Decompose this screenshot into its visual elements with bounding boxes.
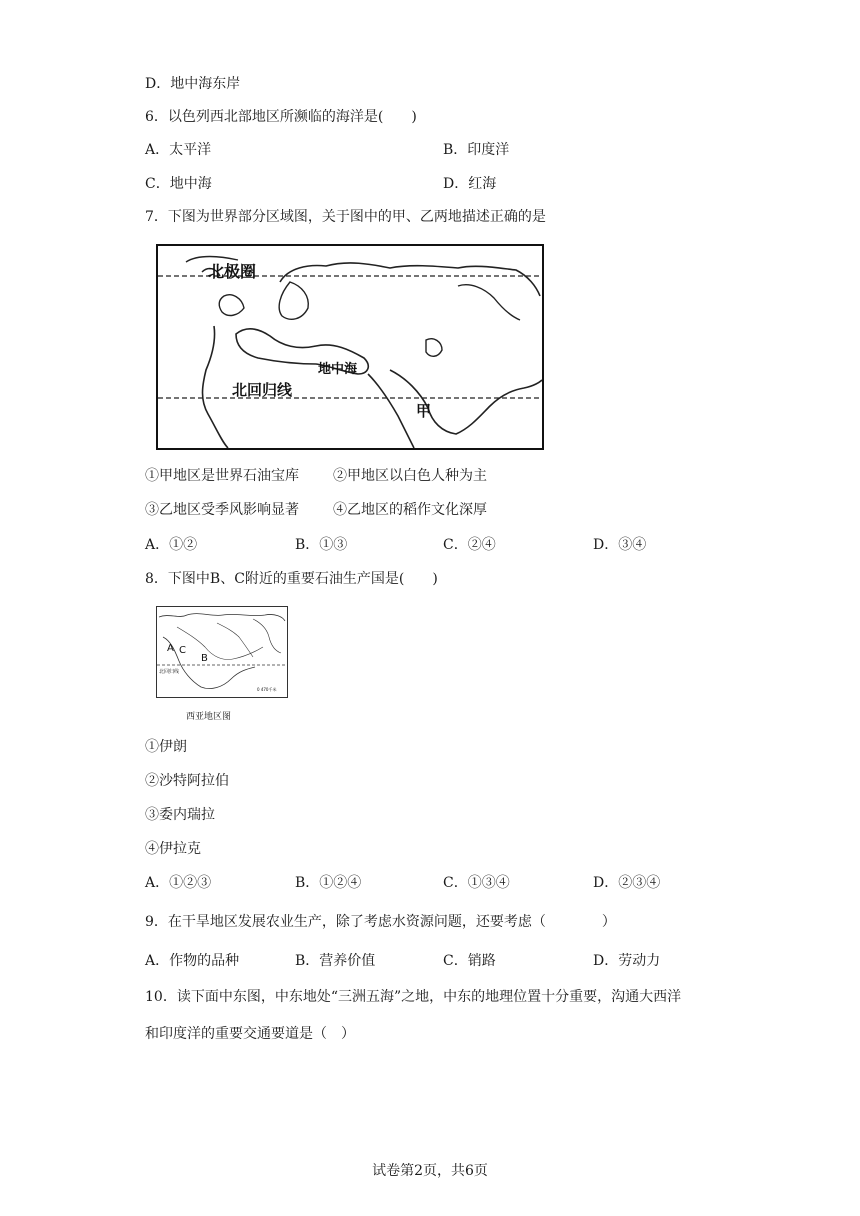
label-b: B [201, 653, 208, 664]
question-6-option-a: A．太平洋 [145, 142, 212, 158]
question-7-stem: 7．下图为世界部分区域图，关于图中的甲、乙两地描述正确的是 [145, 209, 546, 225]
west-asia-map [156, 606, 288, 698]
question-7-option-c: C．②④ [443, 537, 496, 553]
tropic-of-cancer-label: 北回归线 [159, 669, 180, 675]
coastline-africa-west [203, 326, 229, 448]
question-6-option-d: D．红海 [443, 176, 497, 192]
coastline-north [159, 614, 285, 621]
label-a: A [167, 643, 174, 654]
question-7-statement-2: ②甲地区以白色人种为主 [333, 468, 487, 484]
question-6-option-b: B．印度洋 [443, 142, 510, 158]
question-7-statement-1: ①甲地区是世界石油宝库 [145, 468, 299, 484]
world-region-map-graphic [158, 246, 542, 448]
question-7-option-d: D．③④ [593, 537, 647, 553]
country-borders-east [217, 623, 253, 657]
question-6-stem: 6．以色列西北部地区所濒临的海洋是( ) [145, 109, 417, 125]
question-8-option-a: A．①②③ [145, 875, 212, 891]
question-9-option-b: B．营养价值 [295, 953, 376, 969]
question-9-option-a: A．作物的品种 [145, 953, 240, 969]
coastline-north [280, 263, 540, 296]
coastline-caspian [426, 339, 442, 357]
question-8-item-3: ③委内瑞拉 [145, 807, 215, 823]
coastline-arabia [163, 637, 255, 689]
question-10-stem-line-1: 10．读下面中东图，中东地处“三洲五海”之地，中东的地理位置十分重要，沟通大西洋 [145, 989, 682, 1005]
coastline-arabia [390, 370, 542, 434]
question-5-option-d: D．地中海东岸 [145, 76, 241, 92]
question-9-option-d: D．劳动力 [593, 953, 661, 969]
question-8-item-4: ④伊拉克 [145, 841, 201, 857]
coastline-asia [458, 285, 520, 320]
question-9-option-c: C．销路 [443, 953, 496, 969]
question-8-item-1: ①伊朗 [145, 739, 187, 755]
mediterranean-label: 地中海 [318, 362, 358, 377]
label-c: C [179, 645, 186, 656]
west-asia-map-graphic [157, 607, 287, 697]
question-8-option-b: B．①②④ [295, 875, 362, 891]
question-8-option-c: C．①③④ [443, 875, 510, 891]
question-6-option-c: C．地中海 [145, 176, 212, 192]
question-7-statement-4: ④乙地区的稻作文化深厚 [333, 502, 487, 518]
coastline-red-sea [368, 374, 414, 448]
coastline-britain [219, 295, 244, 316]
arctic-circle-label: 北极圈 [208, 262, 257, 281]
tropic-of-cancer-label: 北回归线 [232, 381, 293, 399]
coastline-scandinavia [279, 282, 308, 319]
page-footer: 试卷第2页，共6页 [372, 1163, 488, 1179]
question-8-stem: 8．下图中B、C附近的重要石油生产国是( ) [145, 571, 438, 587]
jia-region-label: 甲 [416, 402, 432, 420]
world-region-map [156, 244, 544, 450]
question-7-option-a: A．①② [145, 537, 198, 553]
country-borders [177, 627, 263, 660]
west-asia-map-caption: 西亚地区图 [186, 712, 232, 722]
question-8-item-2: ②沙特阿拉伯 [145, 773, 229, 789]
question-10-stem-line-2: 和印度洋的重要交通要道是（ ） [145, 1026, 355, 1042]
question-9-stem: 9．在干旱地区发展农业生产，除了考虑水资源问题，还要考虑（ ） [145, 914, 616, 930]
country-borders-far-east [253, 619, 281, 653]
question-8-option-d: D．②③④ [593, 875, 661, 891]
question-7-option-b: B．①③ [295, 537, 348, 553]
scale-label: 0 470千米 [257, 687, 277, 692]
question-7-statement-3: ③乙地区受季风影响显著 [145, 502, 299, 518]
